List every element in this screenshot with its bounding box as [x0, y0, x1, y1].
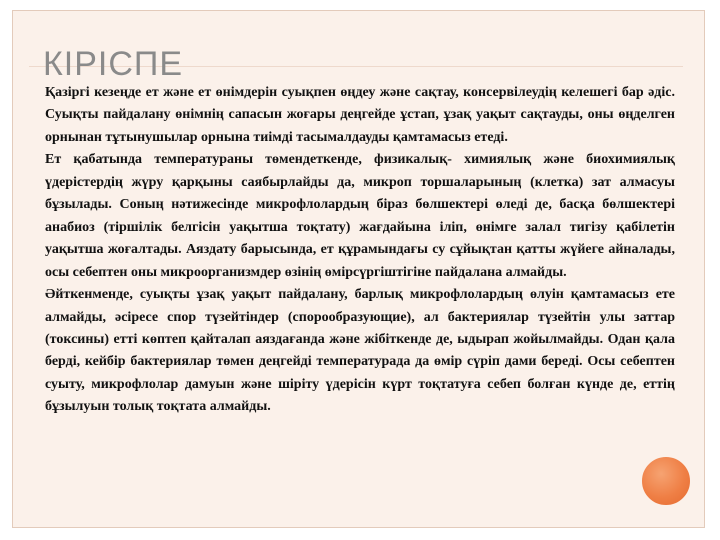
paragraph-3: Әйткенменде, суықты ұзақ уақыт пайдалану, барлық микрофлолардың өлуін қамтамасыз ете алмайды, әсіресе спор түзейтіндер (спорообразующие), ал бактериялар түзейтін улы заттар (токсины) етті көптеп қайталап аяздағанда және жібіткенде де, ыдырап жойылмайды. Одан қала берді, кейбір бактериялар төмен деңгейді температурада да өмір сүріп дами береді. Осы себептен суыту, микрофлолар дамуын және шіріту үдерісін күрт тоқтатуға себеп болған күнде де, еттің бұзылуын толық тоқтата алмайды.: [45, 287, 675, 415]
paragraph-1: Қазіргі кезеңде ет және ет өнімдерін суықпен өңдеу және сақтау, консервілеудің келешегі бар әдіс. Суықты пайдалану өнімнің сапасын жоғары деңгейде ұстап, ұзақ уақыт сақтауды, оны өңделген орнынан тұтынушылар орнына тиімді тасымалдауды қамтамасыз етеді.: [45, 85, 675, 145]
slide-body: [45, 82, 675, 419]
paragraph-2: Ет қабатында температураны төмендеткенде, физикалық- химиялық және биохимиялық үдерістердің жүру қарқыны саябырлайды да, микроп торшаларының (клетка) зат алмасуы бұзылады. Соның нәтижесінде микрофлолардың біраз бөлшектері өледі де, басқа бөлшектері анабиоз (тіршілік белгісін уақытша тоқтату) жағдайына іліп, өнімге залал тигізу қабілетін уақытша жоғалтады. Аяздату барысында, ет құрамындағы су сұйықтан қатты жүйеге айналады, осы себептен оны микроорганизмдер өзінің өмірсүргіштігіне пайдалана алмайды.: [45, 152, 675, 280]
slide-title: КІРІСПЕ: [43, 45, 184, 83]
decorative-circle: [638, 453, 694, 509]
